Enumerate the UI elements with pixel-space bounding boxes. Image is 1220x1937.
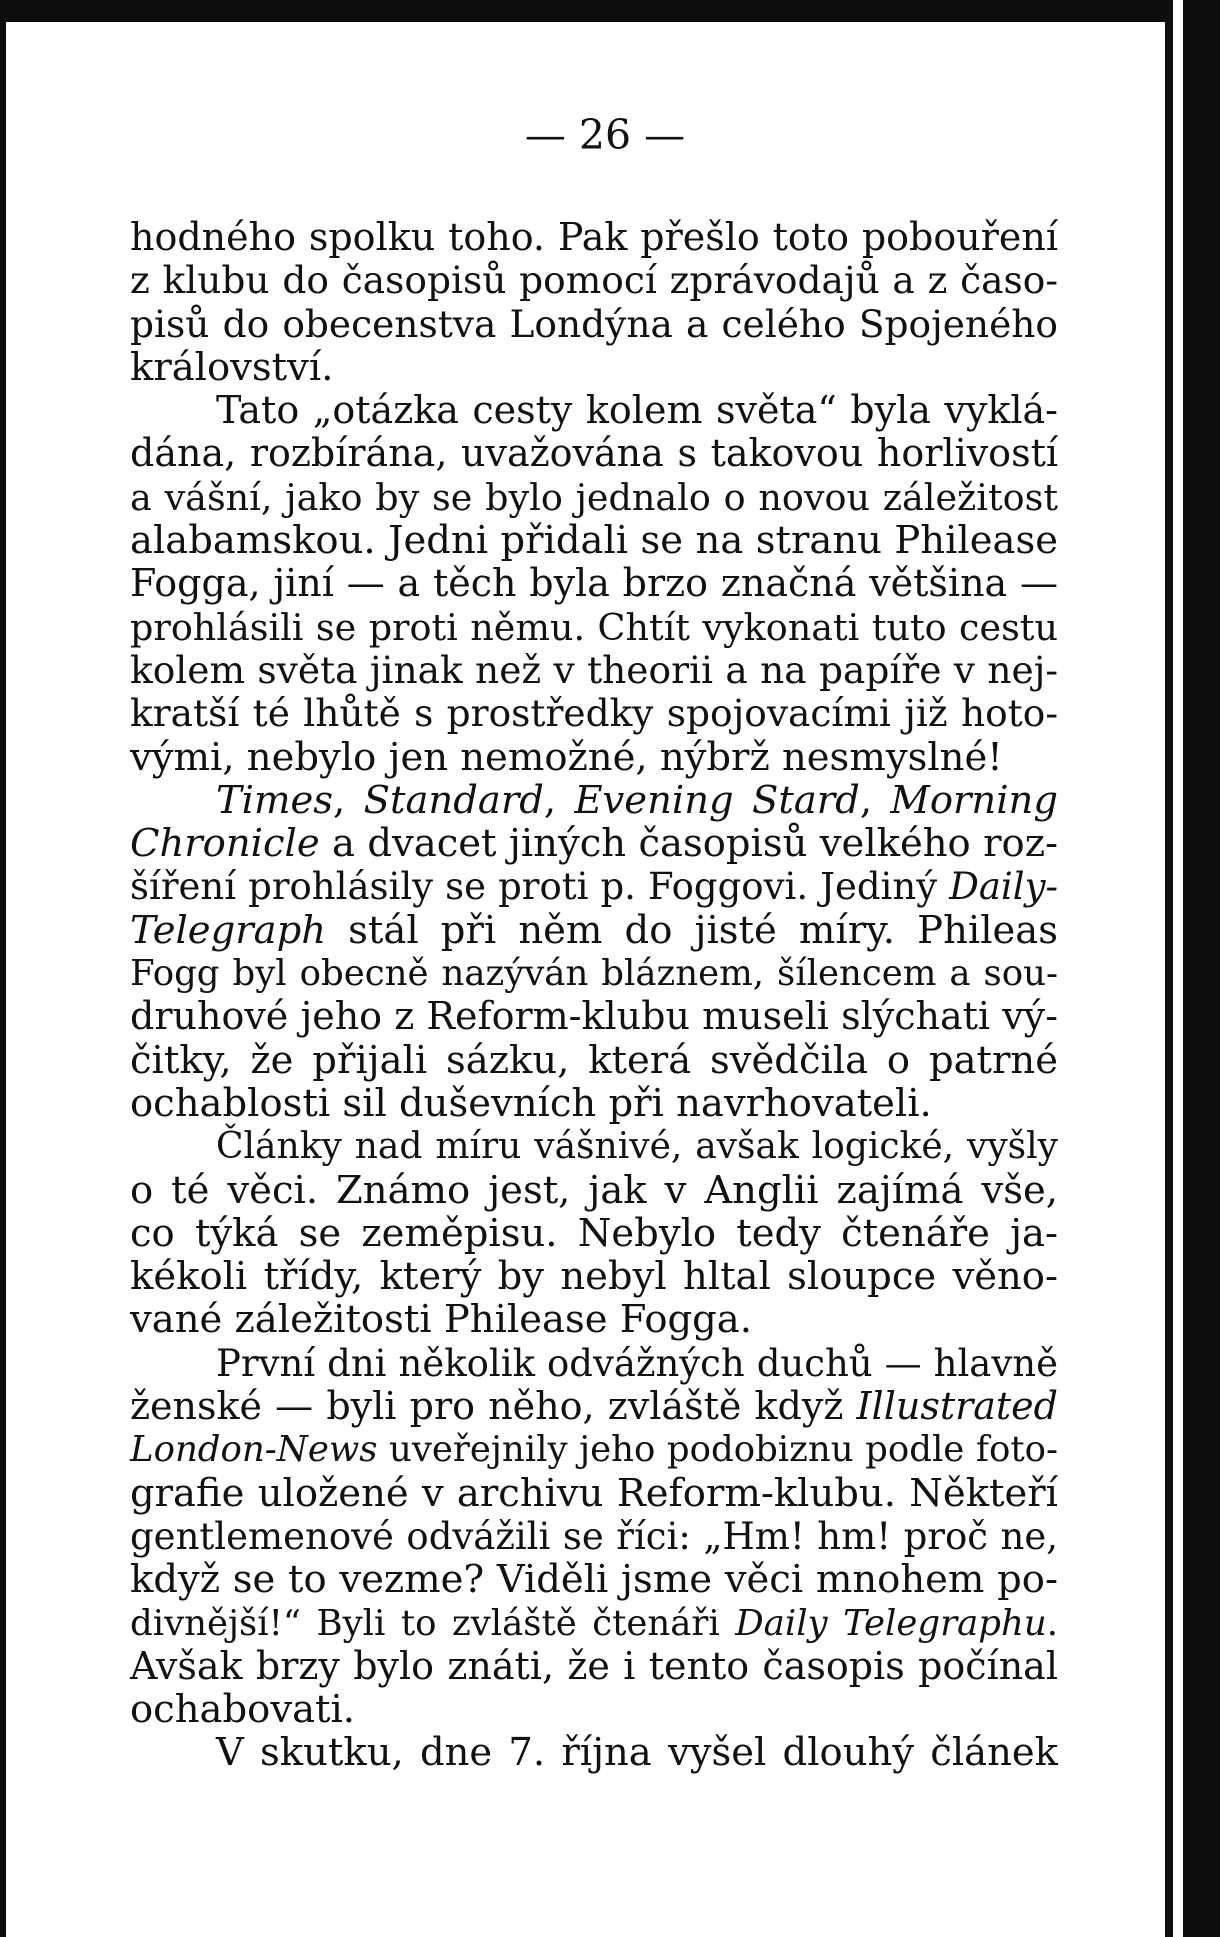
text-line [130,1039,1058,1082]
text-line [130,952,1058,995]
text-line [130,1428,1058,1471]
text-line [130,1645,1058,1688]
text-line [130,562,1058,605]
scan-border-top [0,0,1220,22]
text-run: kékoli třídy, který by nebyl hltal sloupce věno- [130,1254,1058,1300]
text-run: První dni několik odvážných duchů — hlavně [216,1341,1058,1385]
text-line [130,1212,1058,1255]
text-run: alabamskou. Jedni přidali se na stranu Philease [130,518,1058,564]
text-run: o té věci. Známo jest, jak v Anglii zajímá vše, [130,1167,1058,1213]
text-run: dána, rozbírána, uvažována s takovou horlivostí [130,431,1058,476]
text-run: kratší té lhůtě s prostředky spojovacími již hoto- [130,691,1058,736]
text-line [130,736,1058,779]
page-number-header [0,110,1220,160]
text-line [130,216,1058,259]
scan-border-right-gap [1173,0,1183,1937]
text-line [130,1255,1058,1298]
text-line [130,1731,1058,1774]
body-text [130,216,1058,1775]
italic-title: Illustrated [856,1384,1058,1429]
text-run: Fogga, jiní — a těch byla brzo značná většina — [130,561,1058,606]
italic-title: London-News [130,1429,378,1471]
text-line [130,1688,1058,1731]
text-run: Fogg byl obecně nazýván bláznem, šílencem a sou- [130,953,1058,995]
text-line [130,1385,1058,1428]
text-run: stál při něm do jisté míry. Phileas [326,907,1058,953]
text-run: vané záležitosti Philease Fogga. [130,1297,752,1343]
italic-title: Standard [363,777,544,823]
text-run: Avšak brzy bylo znáti, že i tento časopis počínal [130,1643,1058,1688]
italic-title: Daily- [949,865,1058,909]
text-line [130,606,1058,649]
text-run: a dvacet jiných časopisů velkého roz- [319,821,1058,867]
text-line [130,519,1058,562]
text-run: co týká se zeměpisu. Nebylo tedy čtenáře ja- [130,1210,1058,1256]
text-run: druhové jeho z Reform-klubu museli slýchati vý- [130,994,1058,1039]
text-run: divnější!“ Byli to zvláště čtenáři [130,1602,736,1644]
text-run: . [1046,1602,1058,1644]
italic-title: Chronicle [130,821,320,867]
page-number: — 26 — [524,111,686,159]
text-line [130,259,1058,302]
text-line [130,432,1058,475]
text-line [130,1602,1058,1645]
text-run: ochablosti sil duševních při navrhovateli. [130,1080,932,1126]
text-run: když se to vezme? Viděli jsme věci mnohem po- [130,1557,1058,1603]
text-line [130,692,1058,735]
text-run: a vášní, jako by se bylo jednalo o novou záležitost [130,475,1058,519]
text-run: uveřejnily jeho podobiznu podle foto- [377,1429,1058,1471]
text-line [130,779,1058,822]
text-line [130,865,1058,908]
text-run: , [543,777,575,823]
text-run: Články nad míru vášnivé, avšak logické, vyšly [216,1126,1058,1168]
text-run: ochabovati. [130,1687,356,1733]
text-line [130,1298,1058,1341]
text-run: prohlásili se proti němu. Chtít vykonati tuto cestu [130,605,1058,649]
text-line [130,303,1058,346]
text-line [130,1082,1058,1125]
text-run: gentlemenové odvážili se říci: „Hm! hm! proč ne, [130,1514,1058,1558]
text-line [130,649,1058,692]
text-line [130,1342,1058,1385]
text-run: , [333,777,364,823]
text-run: vými, nebylo jen nemožné, nýbrž nesmyslné! [130,734,1003,780]
text-line [130,476,1058,519]
text-line [130,389,1058,432]
text-line [130,1515,1058,1558]
text-run: království. [130,344,334,390]
text-run: šíření prohlásily se proti p. Foggovi. Jediný [130,865,950,909]
italic-title: Evening Stard [574,777,860,823]
text-run: hodného spolku toho. Pak přešlo toto pobouření [130,215,1058,259]
text-line [130,1125,1058,1168]
text-run: ženské — byli pro něho, zvláště když [130,1384,857,1429]
italic-title: Daily Telegraphu [735,1602,1047,1644]
text-line [130,346,1058,389]
text-line [130,1472,1058,1515]
text-line [130,1558,1058,1601]
text-run: z klubu do časopisů pomocí zprávodajů a z časo- [130,258,1058,303]
text-run: kolem světa jinak než v theorii a na papíře v nej- [130,647,1058,692]
text-run: grafie uložené v archivu Reform-klubu. Někteří [130,1470,1058,1516]
text-line [130,822,1058,865]
italic-title: Telegraph [130,907,327,953]
text-run: Tato „otázka cesty kolem světa“ byla vyklá- [216,388,1058,433]
text-line [130,995,1058,1038]
text-run: V skutku, dne 7. října vyšel dlouhý článek [216,1730,1058,1776]
scan-border-left [0,22,6,1937]
text-line [130,909,1058,952]
text-run: čitky, že přijali sázku, která svědčila o patrné [130,1037,1058,1083]
text-run: , [859,777,891,823]
text-run: pisů do obecenstva Londýna a celého Spojeného [130,301,1058,346]
italic-title: Times [216,777,334,823]
italic-title: Morning [890,777,1058,823]
text-line [130,1169,1058,1212]
